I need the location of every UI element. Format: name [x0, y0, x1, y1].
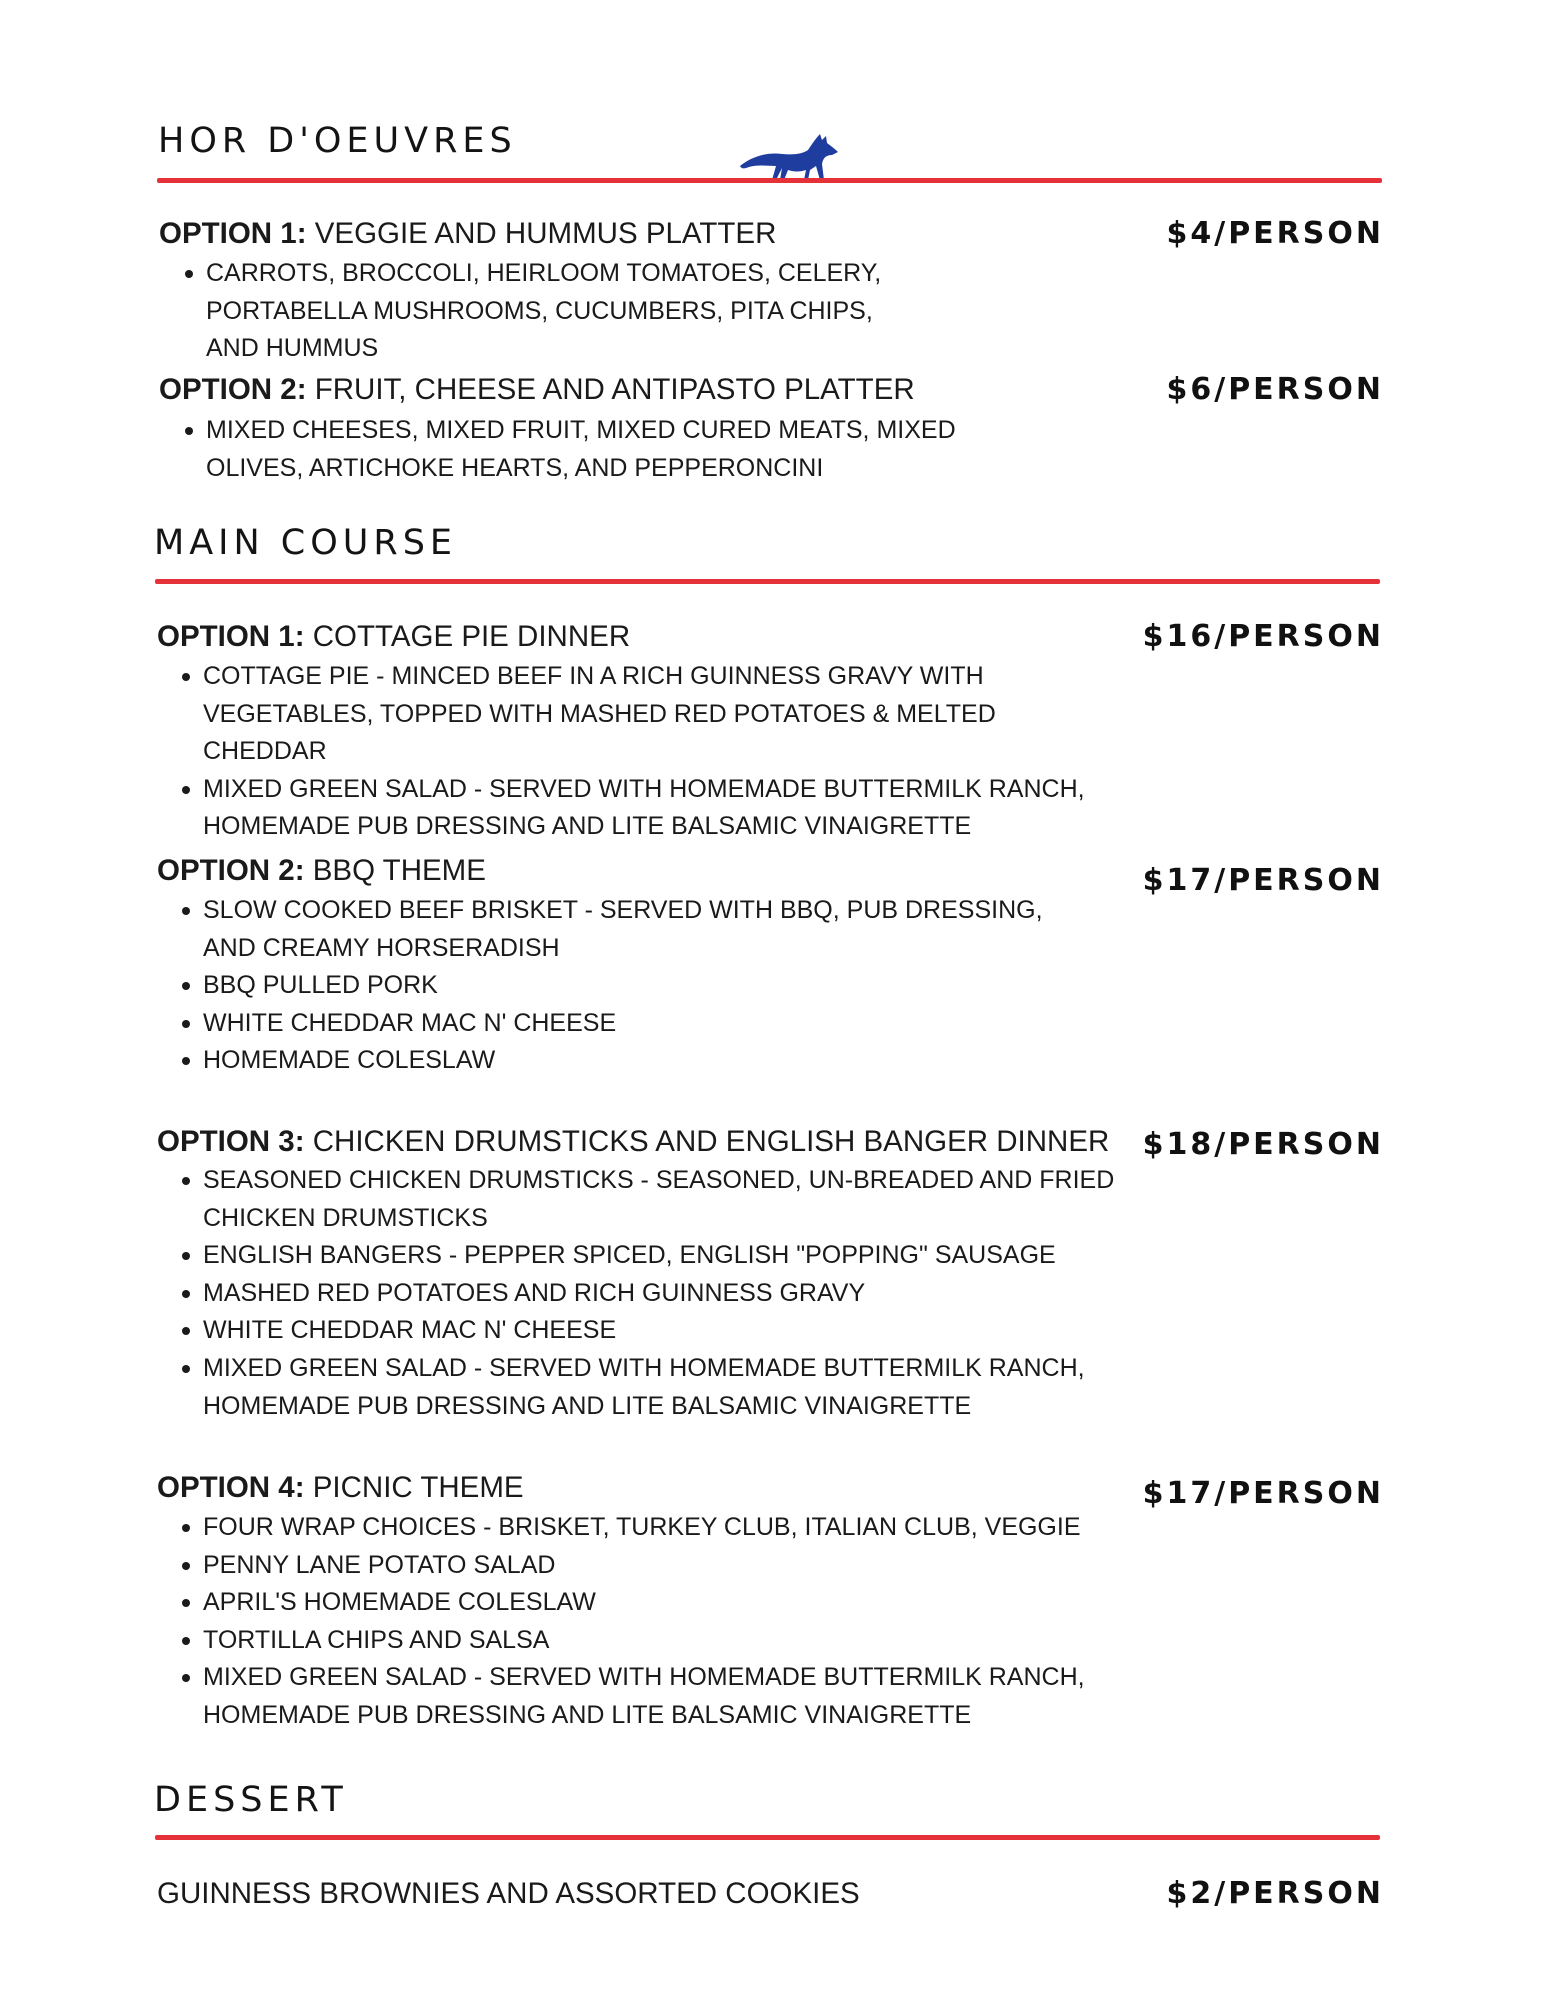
option-heading: [157, 622, 630, 652]
list-item: SLOW COOKED BEEF BRISKET - SERVED WITH BBQ, PUB DRESSING, AND CREAMY HORSERADISH: [158, 892, 1098, 967]
option-name: BBQ THEME: [312, 854, 486, 887]
option-name: COTTAGE PIE DINNER: [312, 620, 631, 653]
list-item: MIXED CHEESES, MIXED FRUIT, MIXED CURED MEATS, MIXED OLIVES, ARTICHOKE HEARTS, AND PEPPERONCINI: [161, 412, 961, 487]
option-name: CHICKEN DRUMSTICKS AND ENGLISH BANGER DINNER: [312, 1125, 1110, 1158]
list-item: HOMEMADE COLESLAW: [158, 1042, 1098, 1080]
list-item: APRIL'S HOMEMADE COLESLAW: [158, 1584, 1118, 1622]
option-name: VEGGIE AND HUMMUS PLATTER: [314, 217, 777, 250]
section-divider: [155, 579, 1380, 584]
section-divider: [157, 178, 1382, 183]
dessert-price: $2/PERSON: [1166, 1876, 1384, 1911]
list-item: MIXED GREEN SALAD - SERVED WITH HOMEMADE BUTTERMILK RANCH, HOMEMADE PUB DRESSING AND LITE BALSAMIC VINAIGRETTE: [158, 771, 1118, 846]
option-label: OPTION 2:: [157, 854, 305, 887]
option-price: $17/PERSON: [1142, 1476, 1384, 1511]
option-heading: [157, 1473, 524, 1503]
option-price: $4/PERSON: [1166, 216, 1384, 251]
section-title-dessert: DESSERT: [154, 1780, 348, 1820]
option-item-list: [161, 412, 961, 487]
list-item: CARROTS, BROCCOLI, HEIRLOOM TOMATOES, CELERY, PORTABELLA MUSHROOMS, CUCUMBERS, PITA CHIPS, AND HUMMUS: [161, 255, 931, 368]
list-item: PENNY LANE POTATO SALAD: [158, 1547, 1118, 1585]
list-item: TORTILLA CHIPS AND SALSA: [158, 1622, 1118, 1660]
section-divider: [155, 1835, 1380, 1840]
dessert-item: GUINNESS BROWNIES AND ASSORTED COOKIES: [157, 1877, 860, 1910]
fox-icon: [738, 130, 840, 184]
section-title-main-course: MAIN COURSE: [154, 523, 458, 563]
option-heading: [159, 219, 776, 249]
list-item: WHITE CHEDDAR MAC N' CHEESE: [158, 1312, 1118, 1350]
option-item-list: [158, 1162, 1118, 1425]
option-heading: [157, 856, 486, 886]
option-label: OPTION 1:: [159, 217, 307, 250]
option-item-list: [158, 1509, 1118, 1735]
option-heading: [157, 1127, 1109, 1157]
option-label: OPTION 2:: [159, 373, 307, 406]
option-item-list: [158, 892, 1098, 1080]
option-price: $17/PERSON: [1142, 863, 1384, 898]
option-item-list: [161, 255, 931, 368]
list-item: MASHED RED POTATOES AND RICH GUINNESS GRAVY: [158, 1275, 1118, 1313]
option-label: OPTION 1:: [157, 620, 305, 653]
option-price: $18/PERSON: [1142, 1127, 1384, 1162]
list-item: MIXED GREEN SALAD - SERVED WITH HOMEMADE BUTTERMILK RANCH, HOMEMADE PUB DRESSING AND LITE BALSAMIC VINAIGRETTE: [158, 1350, 1118, 1425]
list-item: SEASONED CHICKEN DRUMSTICKS - SEASONED, UN-BREADED AND FRIED CHICKEN DRUMSTICKS: [158, 1162, 1118, 1237]
option-label: OPTION 3:: [157, 1125, 305, 1158]
list-item: MIXED GREEN SALAD - SERVED WITH HOMEMADE BUTTERMILK RANCH, HOMEMADE PUB DRESSING AND LITE BALSAMIC VINAIGRETTE: [158, 1659, 1118, 1734]
option-name: PICNIC THEME: [312, 1471, 524, 1504]
list-item: ENGLISH BANGERS - PEPPER SPICED, ENGLISH "POPPING" SAUSAGE: [158, 1237, 1118, 1275]
option-label: OPTION 4:: [157, 1471, 305, 1504]
option-price: $6/PERSON: [1166, 372, 1384, 407]
list-item: COTTAGE PIE - MINCED BEEF IN A RICH GUINNESS GRAVY WITH VEGETABLES, TOPPED WITH MASHED RED POTATOES & MELTED CHEDDAR: [158, 658, 1118, 771]
option-price: $16/PERSON: [1142, 619, 1384, 654]
option-item-list: [158, 658, 1118, 846]
list-item: WHITE CHEDDAR MAC N' CHEESE: [158, 1005, 1098, 1043]
list-item: FOUR WRAP CHOICES - BRISKET, TURKEY CLUB, ITALIAN CLUB, VEGGIE: [158, 1509, 1118, 1547]
option-name: FRUIT, CHEESE AND ANTIPASTO PLATTER: [314, 373, 915, 406]
list-item: BBQ PULLED PORK: [158, 967, 1098, 1005]
section-title-hors-doeuvres: HOR D'OEUVRES: [158, 121, 517, 161]
option-heading: [159, 375, 915, 405]
